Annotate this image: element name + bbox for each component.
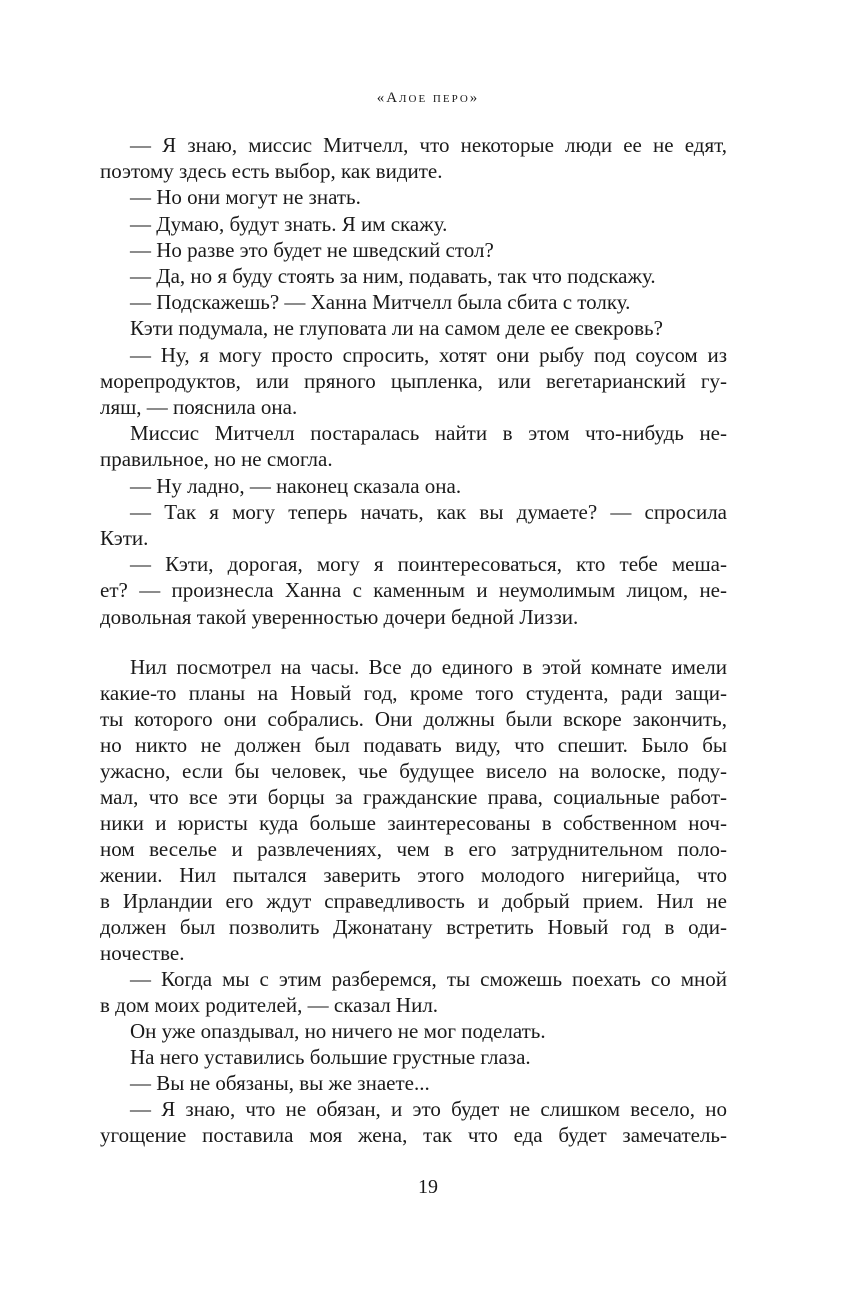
text-line: ники и юристы куда больше заинтересованы в собственном ноч-: [100, 810, 727, 835]
running-header: «Алое перо»: [376, 90, 480, 106]
paragraph: [100, 966, 727, 1018]
text-line: угощение поставила моя жена, так что еда будет замечатель-: [100, 1122, 727, 1147]
text-line: Миссис Митчелл постаралась найти в этом что-нибудь не-: [130, 421, 727, 446]
text-line: — Я знаю, что не обязан, и это будет не слишком весело, но: [130, 1096, 727, 1121]
text-line: поэтому здесь есть выбор, как видите.: [100, 159, 443, 184]
text-line: Кэти подумала, не глуповата ли на самом деле ее свекровь?: [130, 316, 663, 341]
text-line: ляш, — пояснила она.: [100, 395, 298, 420]
text-line: — Да, но я буду стоять за ним, подавать, так что подскажу.: [130, 264, 656, 289]
text-line: — Вы не обязаны, вы же знаете...: [130, 1070, 430, 1095]
text-section: [100, 132, 727, 630]
section-break: [100, 630, 727, 654]
text-line: ты которого они собрались. Они должны были вскоре закончить,: [100, 706, 727, 731]
paragraph: [100, 237, 727, 263]
paragraph: [100, 1044, 727, 1070]
text-line: морепродуктов, или пряного цыпленка, или вегетарианский гу-: [100, 368, 727, 393]
text-line: — Кэти, дорогая, могу я поинтересоваться, кто тебе меша-: [130, 552, 727, 577]
text-line: — Думаю, будут знать. Я им скажу.: [130, 211, 448, 236]
text-line: довольная такой уверенностью дочери бедной Лиззи.: [100, 604, 579, 629]
text-line: — Так я могу теперь начать, как вы думаете? — спросила: [130, 499, 727, 524]
text-line: должен был позволить Джонатану встретить Новый год в оди-: [100, 914, 727, 939]
text-line: — Я знаю, миссис Митчелл, что некоторые люди ее не едят,: [130, 133, 727, 157]
paragraph: [100, 184, 727, 210]
paragraph: [100, 551, 727, 630]
paragraph: [100, 342, 727, 421]
text-line: в Ирландии его ждут справедливость и добрый прием. Нил не: [100, 888, 727, 913]
text-line: в дом моих родителей, — сказал Нил.: [100, 992, 439, 1017]
paragraph: [100, 263, 727, 289]
paragraph: [100, 315, 727, 341]
text-line: — Но разве это будет не шведский стол?: [130, 237, 494, 262]
text-line: ужасно, если бы человек, чье будущее висело на волоске, поду-: [100, 758, 727, 783]
text-line: Он уже опаздывал, но ничего не мог поделать.: [130, 1018, 546, 1043]
paragraph: [100, 132, 727, 184]
text-line: мал, что все эти борцы за гражданские права, социальные работ-: [100, 784, 727, 809]
paragraph: [100, 1096, 727, 1148]
text-line: — Ну, я могу просто спросить, хотят они рыбу под соусом из: [130, 342, 727, 367]
text-line: Нил посмотрел на часы. Все до единого в этой комнате имели: [130, 654, 727, 679]
text-line: Кэти.: [100, 526, 149, 551]
paragraph: [100, 499, 727, 551]
text-line: но никто не должен был подавать виду, что спешит. Было бы: [100, 732, 727, 757]
text-line: жении. Нил пытался заверить этого молодого нигерийца, что: [100, 862, 727, 887]
paragraph: [100, 1070, 727, 1096]
text-line: На него уставились большие грустные глаза.: [130, 1044, 531, 1069]
text-line: — Когда мы с этим разберемся, ты сможешь поехать со мной: [130, 966, 727, 991]
text-line: какие-то планы на Новый год, кроме того студента, ради защи-: [100, 680, 727, 705]
text-line: ночестве.: [100, 940, 185, 965]
text-line: — Ну ладно, — наконец сказала она.: [130, 473, 462, 498]
page-number: 19: [418, 1176, 438, 1198]
paragraph: [100, 654, 727, 966]
text-line: ном веселье и развлечениях, чем в его затруднительном поло-: [100, 836, 727, 861]
paragraph: [100, 211, 727, 237]
paragraph: [100, 420, 727, 472]
paragraph: [100, 1018, 727, 1044]
paragraph: [100, 473, 727, 499]
text-line: ет? — произнесла Ханна с каменным и неумолимым лицом, не-: [100, 578, 727, 603]
page-body: [100, 132, 727, 1148]
text-line: — Но они могут не знать.: [130, 185, 361, 210]
text-line: — Подскажешь? — Ханна Митчелл была сбита с толку.: [130, 290, 631, 315]
paragraph: [100, 289, 727, 315]
text-section: [100, 654, 727, 1148]
text-line: правильное, но не смогла.: [100, 447, 333, 472]
